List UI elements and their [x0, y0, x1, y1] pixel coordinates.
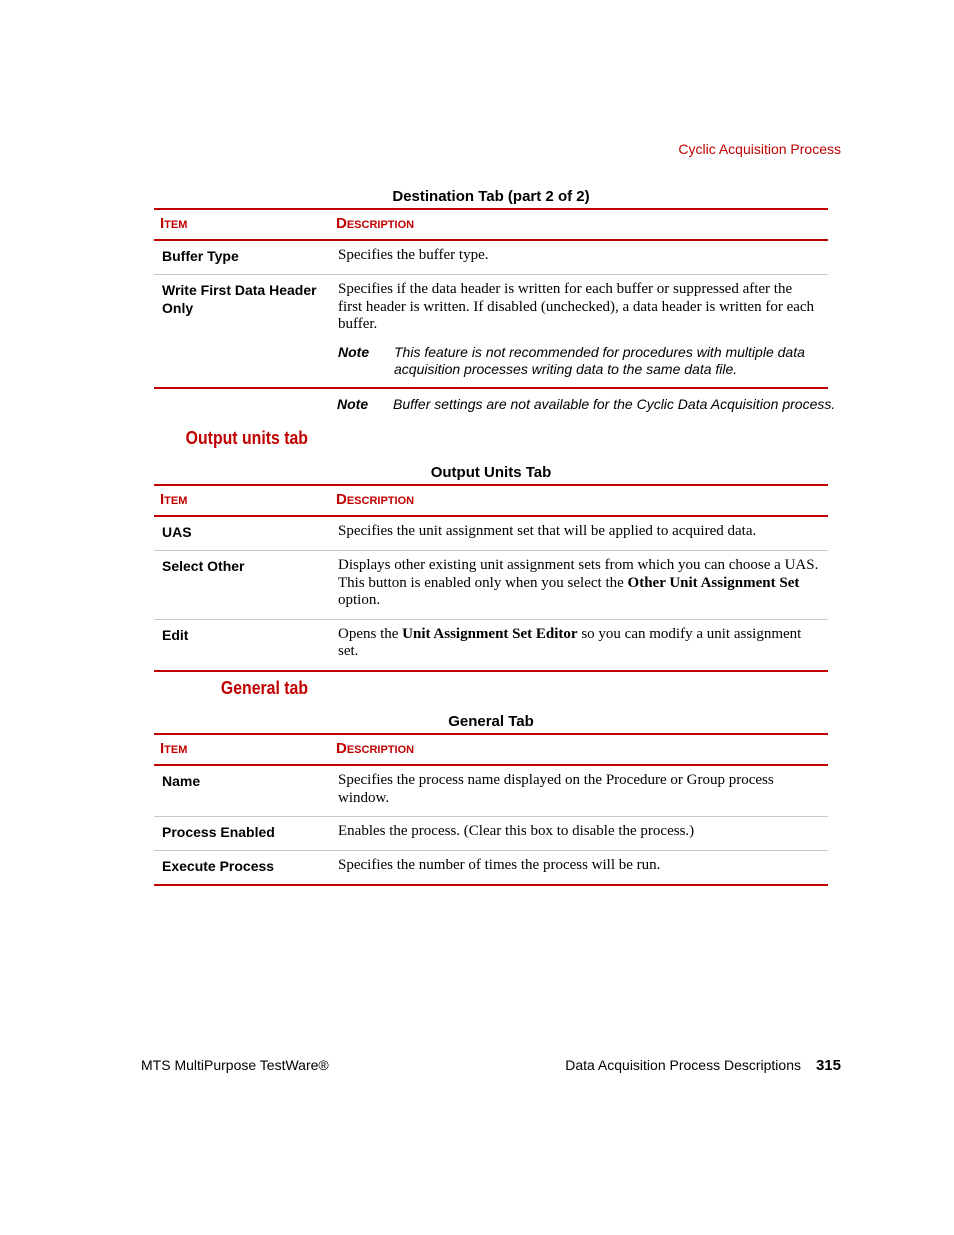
column-header-description: DESCRIPTION: [330, 485, 828, 516]
column-header-item: ITEM: [154, 209, 330, 240]
table-row: [154, 275, 828, 388]
item-cell: Execute Process: [154, 851, 330, 886]
destination-table: [154, 208, 828, 389]
table-row: [154, 851, 828, 886]
table-header-row: [154, 209, 828, 240]
description-cell: [330, 275, 828, 388]
section-heading-output-units: Output units tab: [185, 428, 308, 448]
item-cell: Buffer Type: [162, 248, 239, 264]
item-cell: Edit: [154, 619, 330, 671]
table-header-row: [154, 485, 828, 516]
description-cell: Specifies the unit assignment set that will be applied to acquired data.: [338, 523, 757, 539]
table-row: [154, 516, 828, 551]
output-units-table-caption: Output Units Tab: [430, 464, 552, 481]
destination-table-caption: Destination Tab (part 2 of 2): [392, 188, 590, 205]
description-cell: Specifies the number of times the process will be run.: [330, 851, 828, 886]
description-cell: Opens the Unit Assignment Set Editor so you can modify a unit assignment set.: [330, 619, 828, 671]
general-table: [154, 733, 828, 886]
column-header-item: ITEM: [154, 485, 330, 516]
description-text: Specifies if the data header is written for each buffer or suppressed after the first header is written. If disabled (unchecked), a data header is written for each buffer.: [338, 281, 815, 332]
column-header-item: ITEM: [154, 734, 330, 765]
table-header-row: [154, 734, 828, 765]
ui-term: Other Unit Assignment Set: [627, 574, 800, 591]
section-heading-general: General tab: [220, 678, 308, 698]
column-header-description: DESCRIPTION: [330, 209, 828, 240]
running-head: Cyclic Acquisition Process: [678, 141, 841, 157]
item-cell: Process Enabled: [154, 817, 330, 851]
ui-term: Unit Assignment Set Editor: [402, 625, 578, 642]
table-row: [154, 765, 828, 817]
item-cell: Write First Data Header Only: [154, 275, 330, 388]
item-cell: UAS: [162, 524, 192, 540]
description-cell: Displays other existing unit assignment sets from which you can choose a UAS. This button is enabled only when you select the Other Unit Assignment Set option.: [330, 551, 828, 620]
footer-product-name: MTS MultiPurpose TestWare®: [141, 1057, 329, 1073]
item-cell: Select Other: [154, 551, 330, 620]
page-number: 315: [815, 1057, 841, 1074]
note-text: Buffer settings are not available for the Cyclic Data Acquisition process.: [393, 396, 836, 412]
table-row: [154, 551, 828, 620]
output-units-table: [154, 484, 828, 672]
description-cell: Specifies the buffer type.: [338, 247, 489, 263]
inline-note: [338, 344, 820, 378]
item-cell: Name: [162, 773, 201, 789]
footer-chapter-title: Data Acquisition Process Descriptions: [565, 1057, 801, 1073]
description-cell: Specifies the process name displayed on the Procedure or Group process window.: [338, 772, 774, 806]
table-row: [154, 619, 828, 671]
note-text: This feature is not recommended for procedures with multiple data acquisition processes writing data to the same data file.: [394, 343, 805, 377]
page-note: [337, 396, 835, 412]
table-row: [154, 240, 828, 275]
general-table-caption: General Tab: [448, 713, 534, 730]
description-cell: Enables the process. (Clear this box to disable the process.): [330, 817, 828, 851]
note-label: Note: [338, 343, 370, 360]
note-label: Note: [337, 396, 369, 412]
column-header-description: DESCRIPTION: [330, 734, 828, 765]
table-row: [154, 817, 828, 851]
